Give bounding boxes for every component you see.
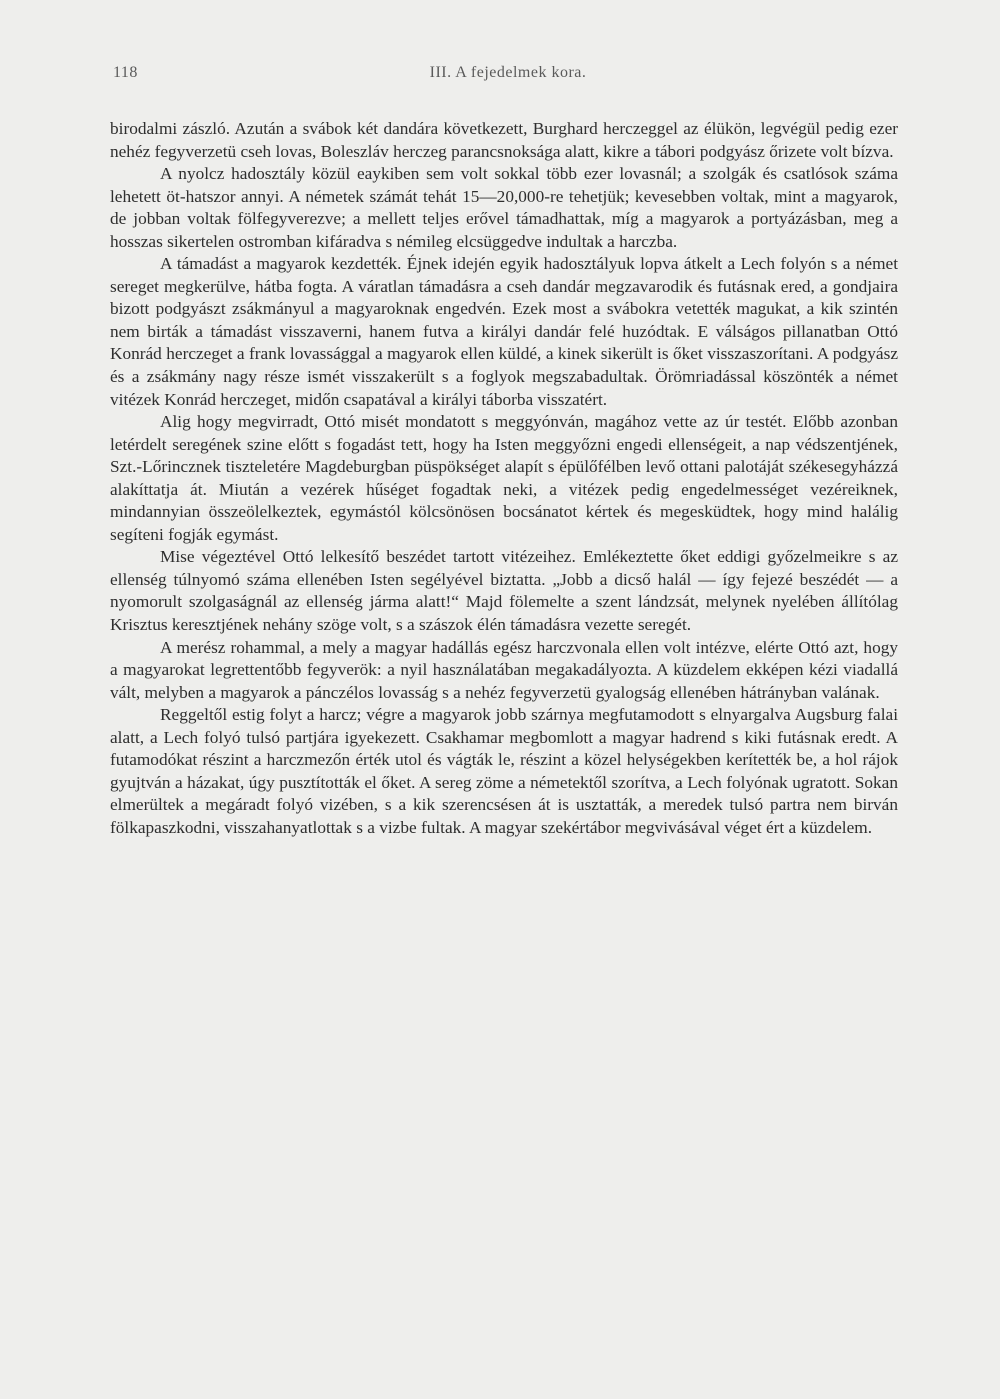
paragraph: Mise végeztével Ottó lelkesítő beszédet tartott vitézeihez. Emlékeztette őket eddigi győzelmeikre s az ellenség túlnyomó száma ellenében Isten segélyével biztatta. „Jobb a dicső halál — így fejezé beszédét — a nyomorult szolgaságnál az ellenség járma alatt!“ Majd fölemelte a szent lándzsát, melynek nyelében állítólag Krisztus keresztjének nehány szöge volt, s a szászok élén támadásra vezette seregét. xyxy=(110,547,898,635)
paragraph: A merész rohammal, a mely a magyar hadállás egész harczvonala ellen volt intézve, elérte Ottó azt, hogy a magyarokat legrettentőbb fegyverök: a nyil használatában megakadályozta. A küzdelem ekképen kézi viadallá vált, melyben a magyarok a pánczélos lovasság s a nehéz fegyverzetü gyalogság ellenében hátrányban valának. xyxy=(110,637,898,702)
paragraph: Reggeltől estig folyt a harcz; végre a magyarok jobb szárnya megfutamodott s elnyargalva Augsburg falai alatt, a Lech folyó tulsó partjára igyekezett. Csakhamar megbomlott a magyar hadrend s kiki futásnak eredt. A futamodókat részint a harczmezőn érték utol és vágták le, részint a közel helységekben kerítették be, a hol rájok gyujtván a házakat, úgy pusztították el őket. A sereg zöme a németektől szorítva, a Lech folyónak ugratott. Sokan elmerültek a megáradt folyó vizében, s a kik szerencsésen át is usztatták, a meredek tulsó partra nem birván fölkapaszkodni, visszahanyatlottak s a vizbe fultak. A magyar szekértábor megvivásával véget ért a küzdelem. xyxy=(110,705,898,837)
page-header xyxy=(113,64,903,88)
paragraph: Alig hogy megvirradt, Ottó misét mondatott s meggyónván, magához vette az úr testét. Előbb azonban letérdelt seregének szine előtt s fogadást tett, hogy ha Isten meggyőzni engedi ellenségeit, a nap védszentjének, Szt.-Lőrincznek tiszteletére Magdeburgban püspökséget alapít s épülőfélben levő ottani palotáját székesegyházzá alakíttatja át. Miután a vezérek hűséget fogadtak neki, a vitézek pedig engedelmességet vezéreiknek, mindannyian összeölelkeztek, egymástól kölcsönösen bocsánatot kértek és megesküdtek, hogy mind halálig segíteni fogják egymást. xyxy=(110,412,898,544)
running-title: III. A fejedelmek kora. xyxy=(429,64,587,81)
paragraph: birodalmi zászló. Azután a svábok két dandára következett, Burghard herczeggel az élükön, legvégül pedig ezer nehéz fegyverzetü cseh lovas, Boleszláv herczeg parancsnoksága alatt, kikre a tábori podgyász őrizete volt bízva. xyxy=(110,119,898,161)
page-number: 118 xyxy=(113,64,138,81)
body-text xyxy=(110,118,898,840)
paragraph: A nyolcz hadosztály közül eaykiben sem volt sokkal több ezer lovasnál; a szolgák és csatlósok száma lehetett öt-hatszor annyi. A németek számát tehát 15—20,000-re tehetjük; kevesebben voltak, mint a magyarok, de jobban voltak fölfegyverezve; a mellett teljes erővel támadhattak, míg a magyarok a portyázásban, meg a hosszas sikertelen ostromban kifáradva s némileg elcsüggedve indultak a harczba. xyxy=(110,164,898,251)
paragraph: A támadást a magyarok kezdették. Éjnek idején egyik hadosztályuk lopva átkelt a Lech folyón s a német sereget megkerülve, hátba fogta. A váratlan támadásra a cseh dandár megzavarodik és futásnak ered, a gondjaira bizott podgyászt zsákmányul a magyaroknak engedvén. Ezek most a svábokra vetették magukat, a kik szintén nem birták a támadást visszaverni, hanem futva a királyi dandár felé huzódtak. E válságos pillanatban Ottó Konrád herczeget a frank lovassággal a magyarok ellen küldé, a kinek sikerült is őket visszaszorítani. A podgyász és a zsákmány nagy része ismét visszakerült s a foglyok megszabadultak. Örömriadással köszönték a német vitézek Konrád herczeget, midőn csapatával a királyi táborba visszatért. xyxy=(110,254,898,409)
